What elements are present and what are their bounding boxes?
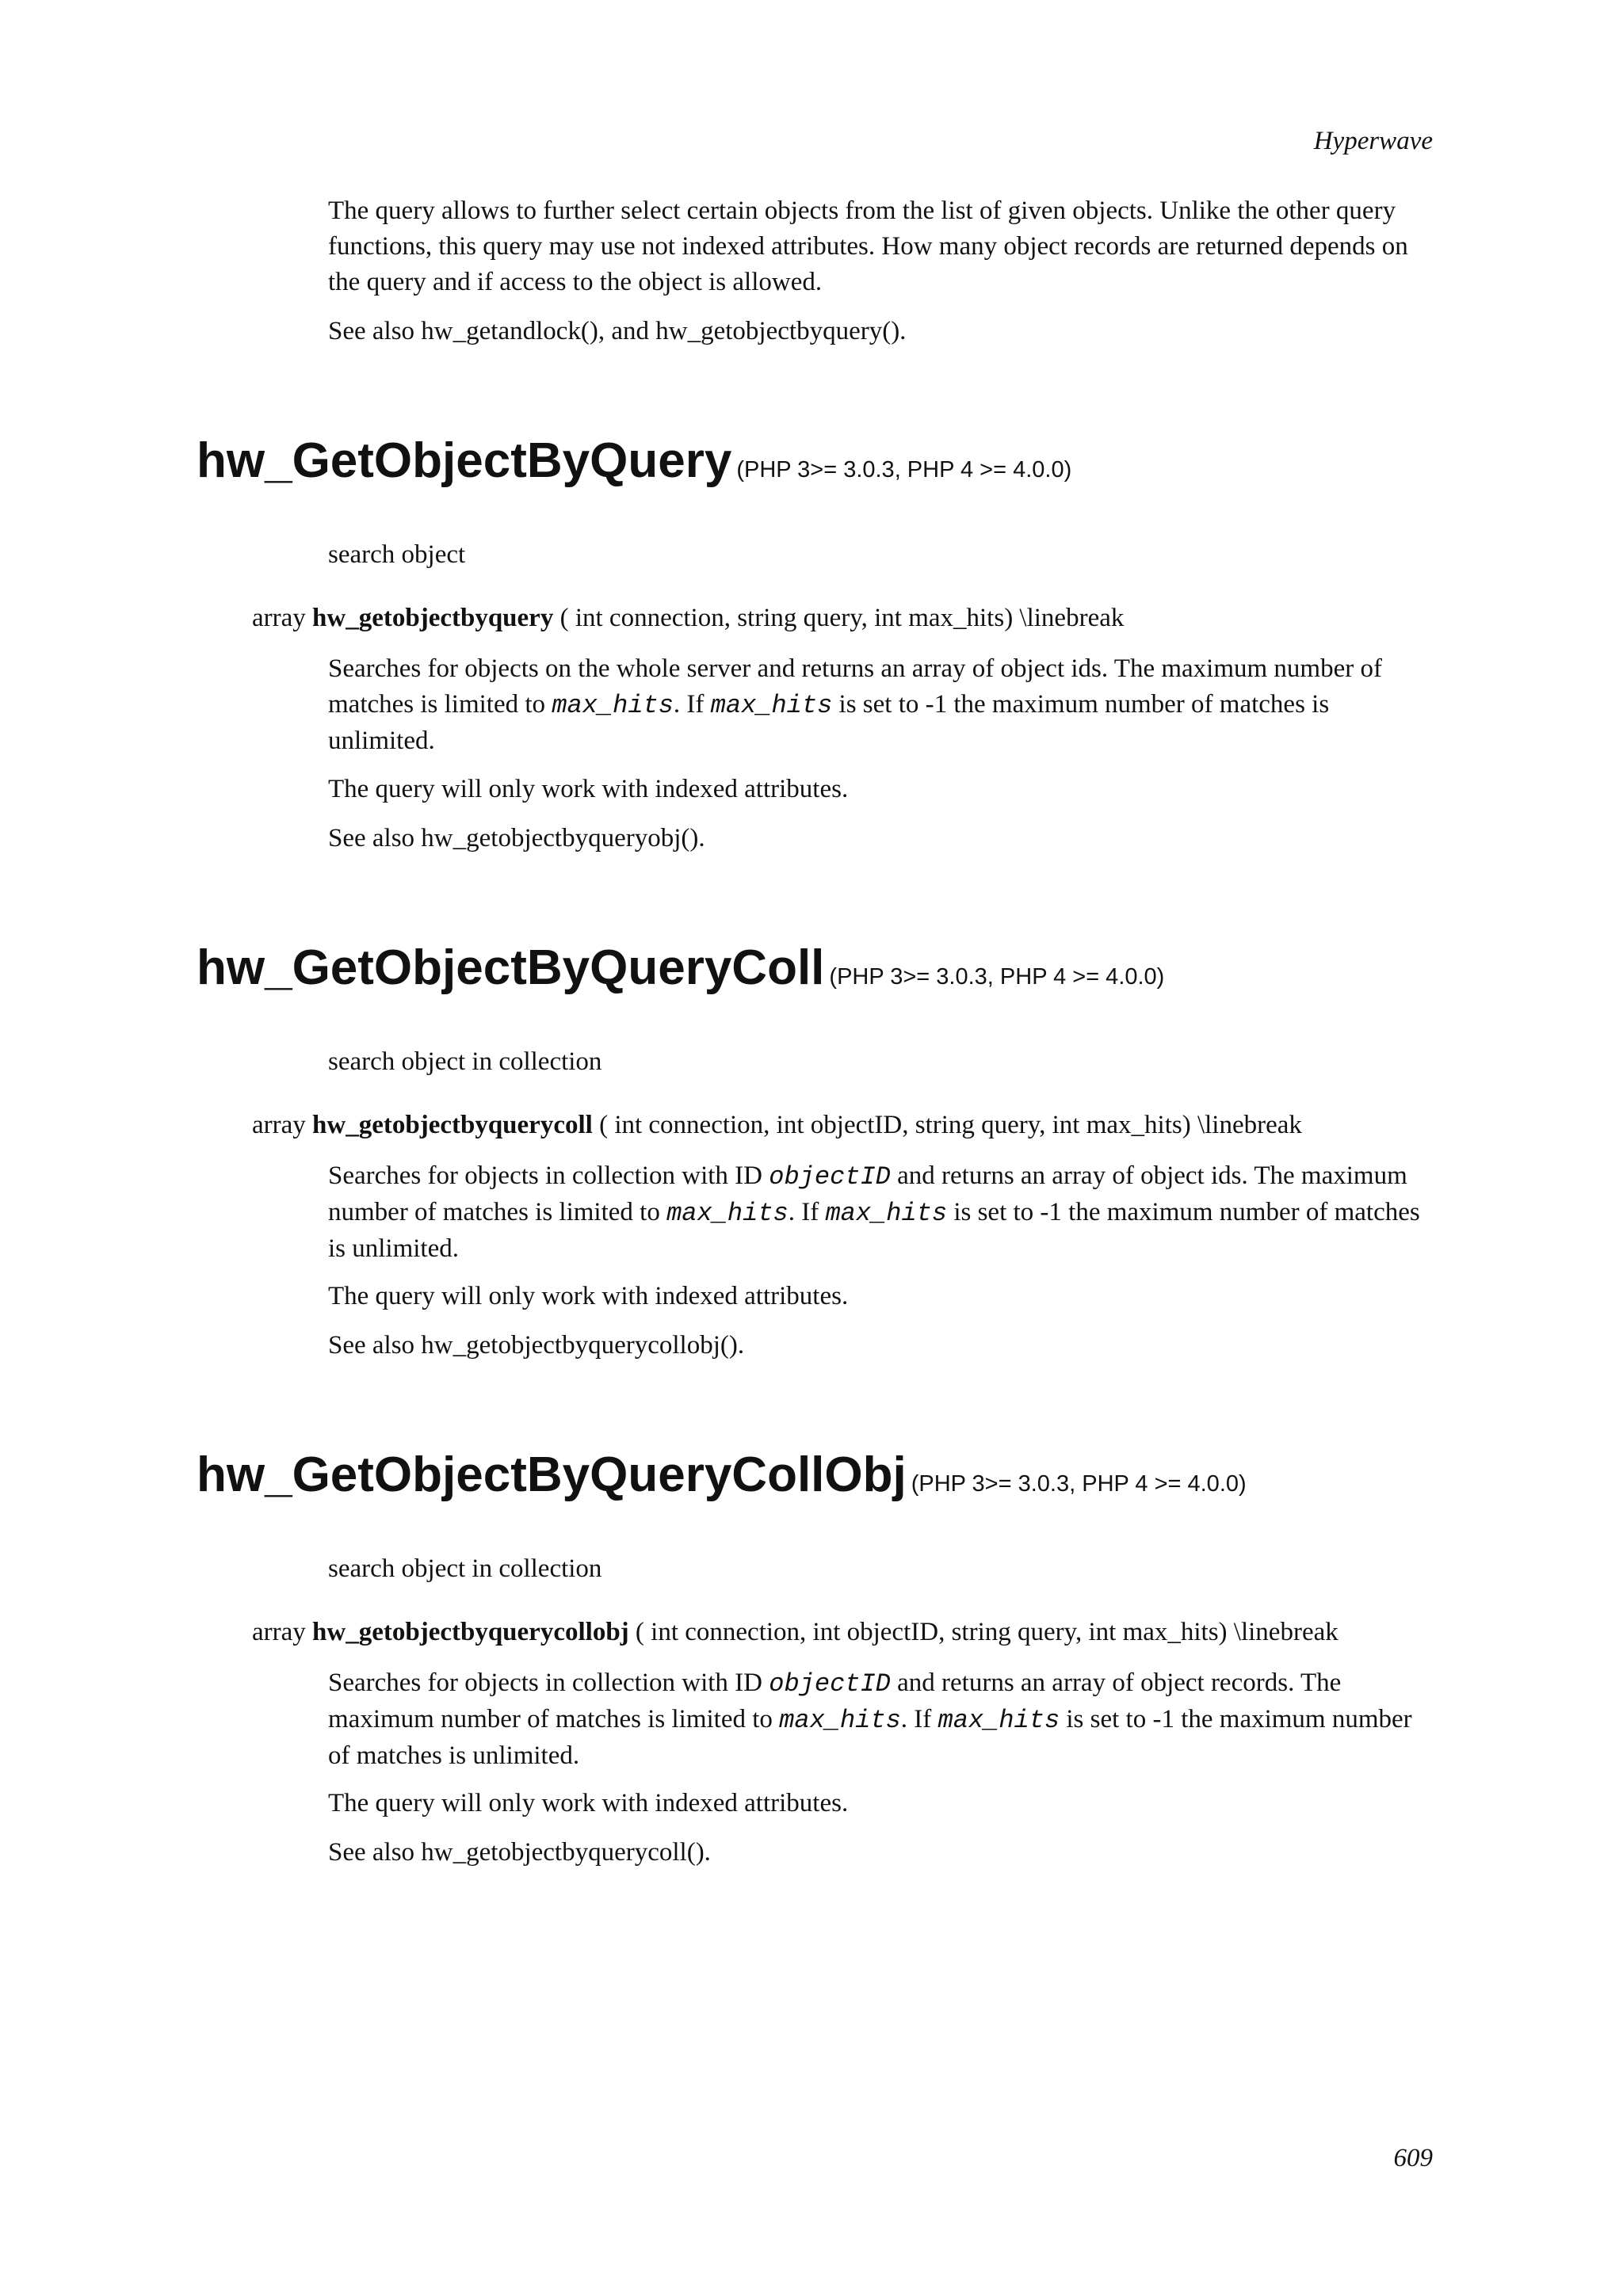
param-max-hits: max_hits (710, 691, 833, 720)
function-name: hw_getobjectbyquery (312, 604, 554, 632)
function-params: ( int connection, string query, int max_hits) \linebreak (559, 604, 1125, 632)
function-description: Searches for objects in collection with ID objectID and returns an array of object records. The maximum number of matches is limited to max_hits. If max_hits is set to -1 the maximum number of matches is unlimited. (328, 1669, 1412, 1770)
function-name: hw_getobjectbyquerycollobj (312, 1618, 629, 1646)
function-see-also: See also hw_getobjectbyquerycoll(). (328, 1838, 711, 1867)
param-max-hits: max_hits (825, 1199, 948, 1228)
function-purpose: search object in collection (328, 1554, 602, 1583)
version-note: (PHP 3>= 3.0.3, PHP 4 >= 4.0.0) (911, 1471, 1247, 1497)
param-object-id: objectID (769, 1669, 891, 1699)
section-heading-getobjectbyquerycoll (197, 940, 1164, 996)
return-type: array (252, 1618, 306, 1646)
intro-see-also: See also hw_getandlock(), and hw_getobjectbyquery(). (328, 317, 907, 345)
version-note: (PHP 3>= 3.0.3, PHP 4 >= 4.0.0) (736, 457, 1072, 482)
function-purpose: search object (328, 540, 466, 569)
function-note: The query will only work with indexed attributes. (328, 1282, 849, 1310)
running-header: Hyperwave (1313, 127, 1433, 155)
function-see-also: See also hw_getobjectbyqueryobj(). (328, 824, 705, 852)
page-number: 609 (1393, 2144, 1433, 2172)
version-note: (PHP 3>= 3.0.3, PHP 4 >= 4.0.0) (829, 964, 1165, 990)
param-max-hits: max_hits (666, 1199, 789, 1228)
function-note: The query will only work with indexed attributes. (328, 775, 849, 803)
param-max-hits: max_hits (938, 1706, 1060, 1735)
function-description: Searches for objects on the whole server and returns an array of object ids. The maximum number of matches is limited to max_hits. If max_hits is set to -1 the maximum number of matches is unlimited. (328, 654, 1382, 755)
function-note: The query will only work with indexed attributes. (328, 1789, 849, 1817)
param-max-hits: max_hits (779, 1706, 901, 1735)
function-title: hw_GetObjectByQueryCollObj (197, 1447, 907, 1502)
function-description: Searches for objects in collection with ID objectID and returns an array of object ids. The maximum number of matches is limited to max_hits. If max_hits is set to -1 the maximum number of matches is unlimited. (328, 1161, 1420, 1263)
function-synopsis (252, 1111, 1302, 1140)
param-object-id: objectID (769, 1162, 891, 1192)
function-name: hw_getobjectbyquerycoll (312, 1111, 593, 1139)
function-params: ( int connection, int objectID, string query, int max_hits) \linebreak (635, 1618, 1338, 1646)
return-type: array (252, 1111, 306, 1139)
function-synopsis (252, 604, 1124, 633)
section-heading-getobjectbyquerycollobj (197, 1447, 1247, 1503)
intro-paragraph: The query allows to further select certain objects from the list of given objects. Unlike the other query functions, this query may use not indexed attributes. How many object records are returned depends on the query and if access to the object is allowed. (328, 196, 1408, 296)
function-params: ( int connection, int objectID, string query, int max_hits) \linebreak (599, 1111, 1302, 1139)
function-see-also: See also hw_getobjectbyquerycollobj(). (328, 1331, 745, 1360)
param-max-hits: max_hits (552, 691, 674, 720)
section-heading-getobjectbyquery (197, 433, 1071, 489)
function-title: hw_GetObjectByQueryColl (197, 940, 825, 995)
return-type: array (252, 604, 306, 632)
function-title: hw_GetObjectByQuery (197, 433, 732, 488)
function-synopsis (252, 1618, 1338, 1647)
function-purpose: search object in collection (328, 1047, 602, 1076)
